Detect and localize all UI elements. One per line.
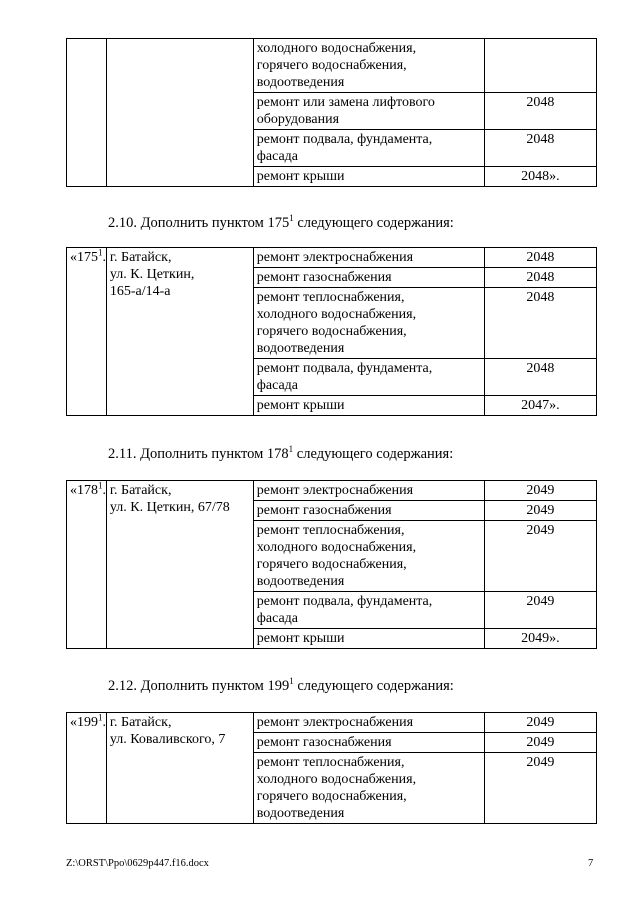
item-number-cell: «$175^1$. [67,248,107,416]
table-175-1 [66,247,597,416]
table-178-1 [66,480,597,649]
year-cell: 2048 [484,268,596,288]
page-number: 7 [588,858,594,869]
table-row [67,39,597,93]
address-cell [106,39,253,187]
year-cell: 2049 [484,481,596,501]
year-cell [484,39,596,93]
year-cell: 2049». [484,629,596,649]
work-cell: ремонт крыши [253,396,484,416]
table-199-1 [66,712,597,824]
item-number-cell: «$199^1$. [67,713,107,824]
work-cell: ремонт газоснабжения [253,268,484,288]
work-cell: холодного водоснабжения, горячего водоснабжения, водоотведения [253,39,484,93]
table-row [67,713,597,733]
work-cell: ремонт или замена лифтового оборудования [253,93,484,130]
footer-file-path: Z:\ORST\Ppo\0629p447.f16.docx [66,858,209,869]
work-cell: ремонт газоснабжения [253,501,484,521]
year-cell: 2049 [484,733,596,753]
work-cell: ремонт крыши [253,167,484,187]
work-cell: ремонт электроснабжения [253,248,484,268]
year-cell: 2048 [484,130,596,167]
year-cell: 2049 [484,521,596,592]
work-cell: ремонт теплоснабжения, холодного водоснабжения, горячего водоснабжения, водоотведения [253,521,484,592]
work-cell: ремонт электроснабжения [253,713,484,733]
year-cell: 2049 [484,713,596,733]
work-cell: ремонт подвала, фундамента, фасада [253,130,484,167]
year-cell: 2048 [484,359,596,396]
address-cell: г. Батайск, ул. К. Цеткин, 165-а/14-а [106,248,253,416]
work-cell: ремонт теплоснабжения, холодного водоснабжения, горячего водоснабжения, водоотведения [253,753,484,824]
work-cell: ремонт подвала, фундамента, фасада [253,359,484,396]
year-cell: 2047». [484,396,596,416]
item-number-cell: «$178^1$. [67,481,107,649]
year-cell: 2048 [484,248,596,268]
paragraph-2-10: 2.10. Дополнить пунктом $175^1$ следующего содержания: [108,213,454,231]
work-cell: ремонт подвала, фундамента, фасада [253,592,484,629]
year-cell: 2049 [484,501,596,521]
year-cell: 2049 [484,753,596,824]
paragraph-2-11: 2.11. Дополнить пунктом $178^1$ следующего содержания: [108,444,454,462]
continued-table [66,38,597,187]
table-row [67,481,597,501]
work-cell: ремонт крыши [253,629,484,649]
paragraph-2-12: 2.12. Дополнить пунктом $199^1$ следующего содержания: [108,676,454,694]
year-cell: 2049 [484,592,596,629]
year-cell: 2048 [484,93,596,130]
work-cell: ремонт электроснабжения [253,481,484,501]
work-cell: ремонт газоснабжения [253,733,484,753]
address-cell: г. Батайск, ул. К. Цеткин, 67/78 [106,481,253,649]
year-cell: 2048 [484,288,596,359]
address-cell: г. Батайск, ул. Коваливского, 7 [106,713,253,824]
item-number-cell [67,39,107,187]
year-cell: 2048». [484,167,596,187]
table-row [67,248,597,268]
work-cell: ремонт теплоснабжения, холодного водоснабжения, горячего водоснабжения, водоотведения [253,288,484,359]
